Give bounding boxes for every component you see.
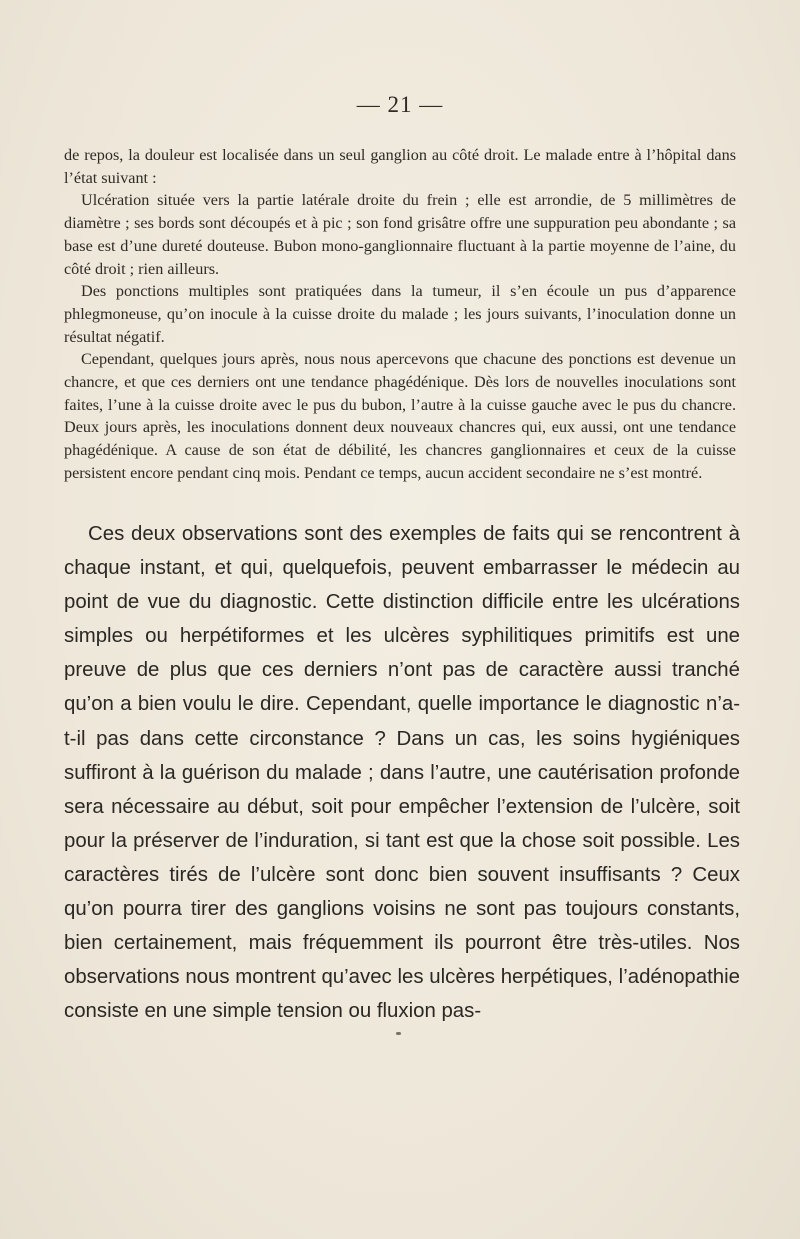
page-number: — 21 — [356, 92, 444, 117]
ink-speck [396, 1032, 401, 1035]
paragraph-discussion: Ces deux observations sont des exemples de faits qui se rencontrent à chaque instant, et qui, quelquefois, peuvent embarrasser le médecin au point de vue du diagnostic. Cette distinction difficile entre les ulcérations simples ou herpétiformes et les ulcères syphilitiques primitifs est une preuve de plus que ces derniers n’ont pas de caractère aussi tranché qu’on a bien voulu le dire. Cependant, quelle importance le diagnostic n’a-t-il pas dans cette circonstance ? Dans un cas, les soins hygiéniques suffiront à la guérison du malade ; dans l’autre, une cautérisation profonde sera nécessaire au début, soit pour empêcher l’extension de l’ulcère, soit pour la préserver de l’induration, si tant est que la chose soit possible. Les caractères tirés de l’ulcère sont donc bien souvent insuffisants ? Ceux qu’on pourra tirer des ganglions voisins ne sont pas toujours constants, bien certainement, mais fréquemment ils pourront être très-utiles. Nos observations nous montrent qu’avec les ulcères herpétiques, l’adénopathie consiste en une simple tension ou fluxion pas- [64, 523, 740, 1023]
discussion-text [64, 517, 740, 1028]
paragraph-ulceration: Ulcération située vers la partie latérale droite du frein ; elle est arrondie, de 5 millimètres de diamètre ; ses bords sont découpés et à pic ; son fond grisâtre offre une suppuration peu abondante ; sa base est d’une dureté douteuse. Bubon mono-ganglionnaire fluctuant à la partie moyenne de l’aine, du côté droit ; rien ailleurs. [64, 191, 736, 278]
paragraph-chancres: Cependant, quelques jours après, nous nous apercevons que chacune des ponctions est devenue un chancre, et que ces derniers ont une tendance phagédénique. Dès lors de nouvelles inoculations sont faites, l’une à la cuisse droite avec le pus du bubon, l’autre à la cuisse gauche avec le pus du chancre. Deux jours après, les inoculations donnent deux nouveaux chancres qui, eux aussi, ont une tendance phagédénique. A cause de son état de débilité, les chancres ganglionnaires et ceux de la cuisse persistent encore pendant cinq mois. Pendant ce temps, aucun accident secondaire ne s’est montré. [64, 350, 736, 482]
observation-text [64, 144, 736, 485]
paragraph-continuation: de repos, la douleur est localisée dans un seul ganglion au côté droit. Le malade entre à l’hôpital dans l’état suivant : [64, 146, 736, 187]
paragraph-ponctions: Des ponctions multiples sont pratiquées dans la tumeur, il s’en écoule un pus d’apparence phlegmoneuse, qu’on inocule à la cuisse droite du malade ; les jours suivants, l’inoculation donne un résultat négatif. [64, 282, 736, 346]
